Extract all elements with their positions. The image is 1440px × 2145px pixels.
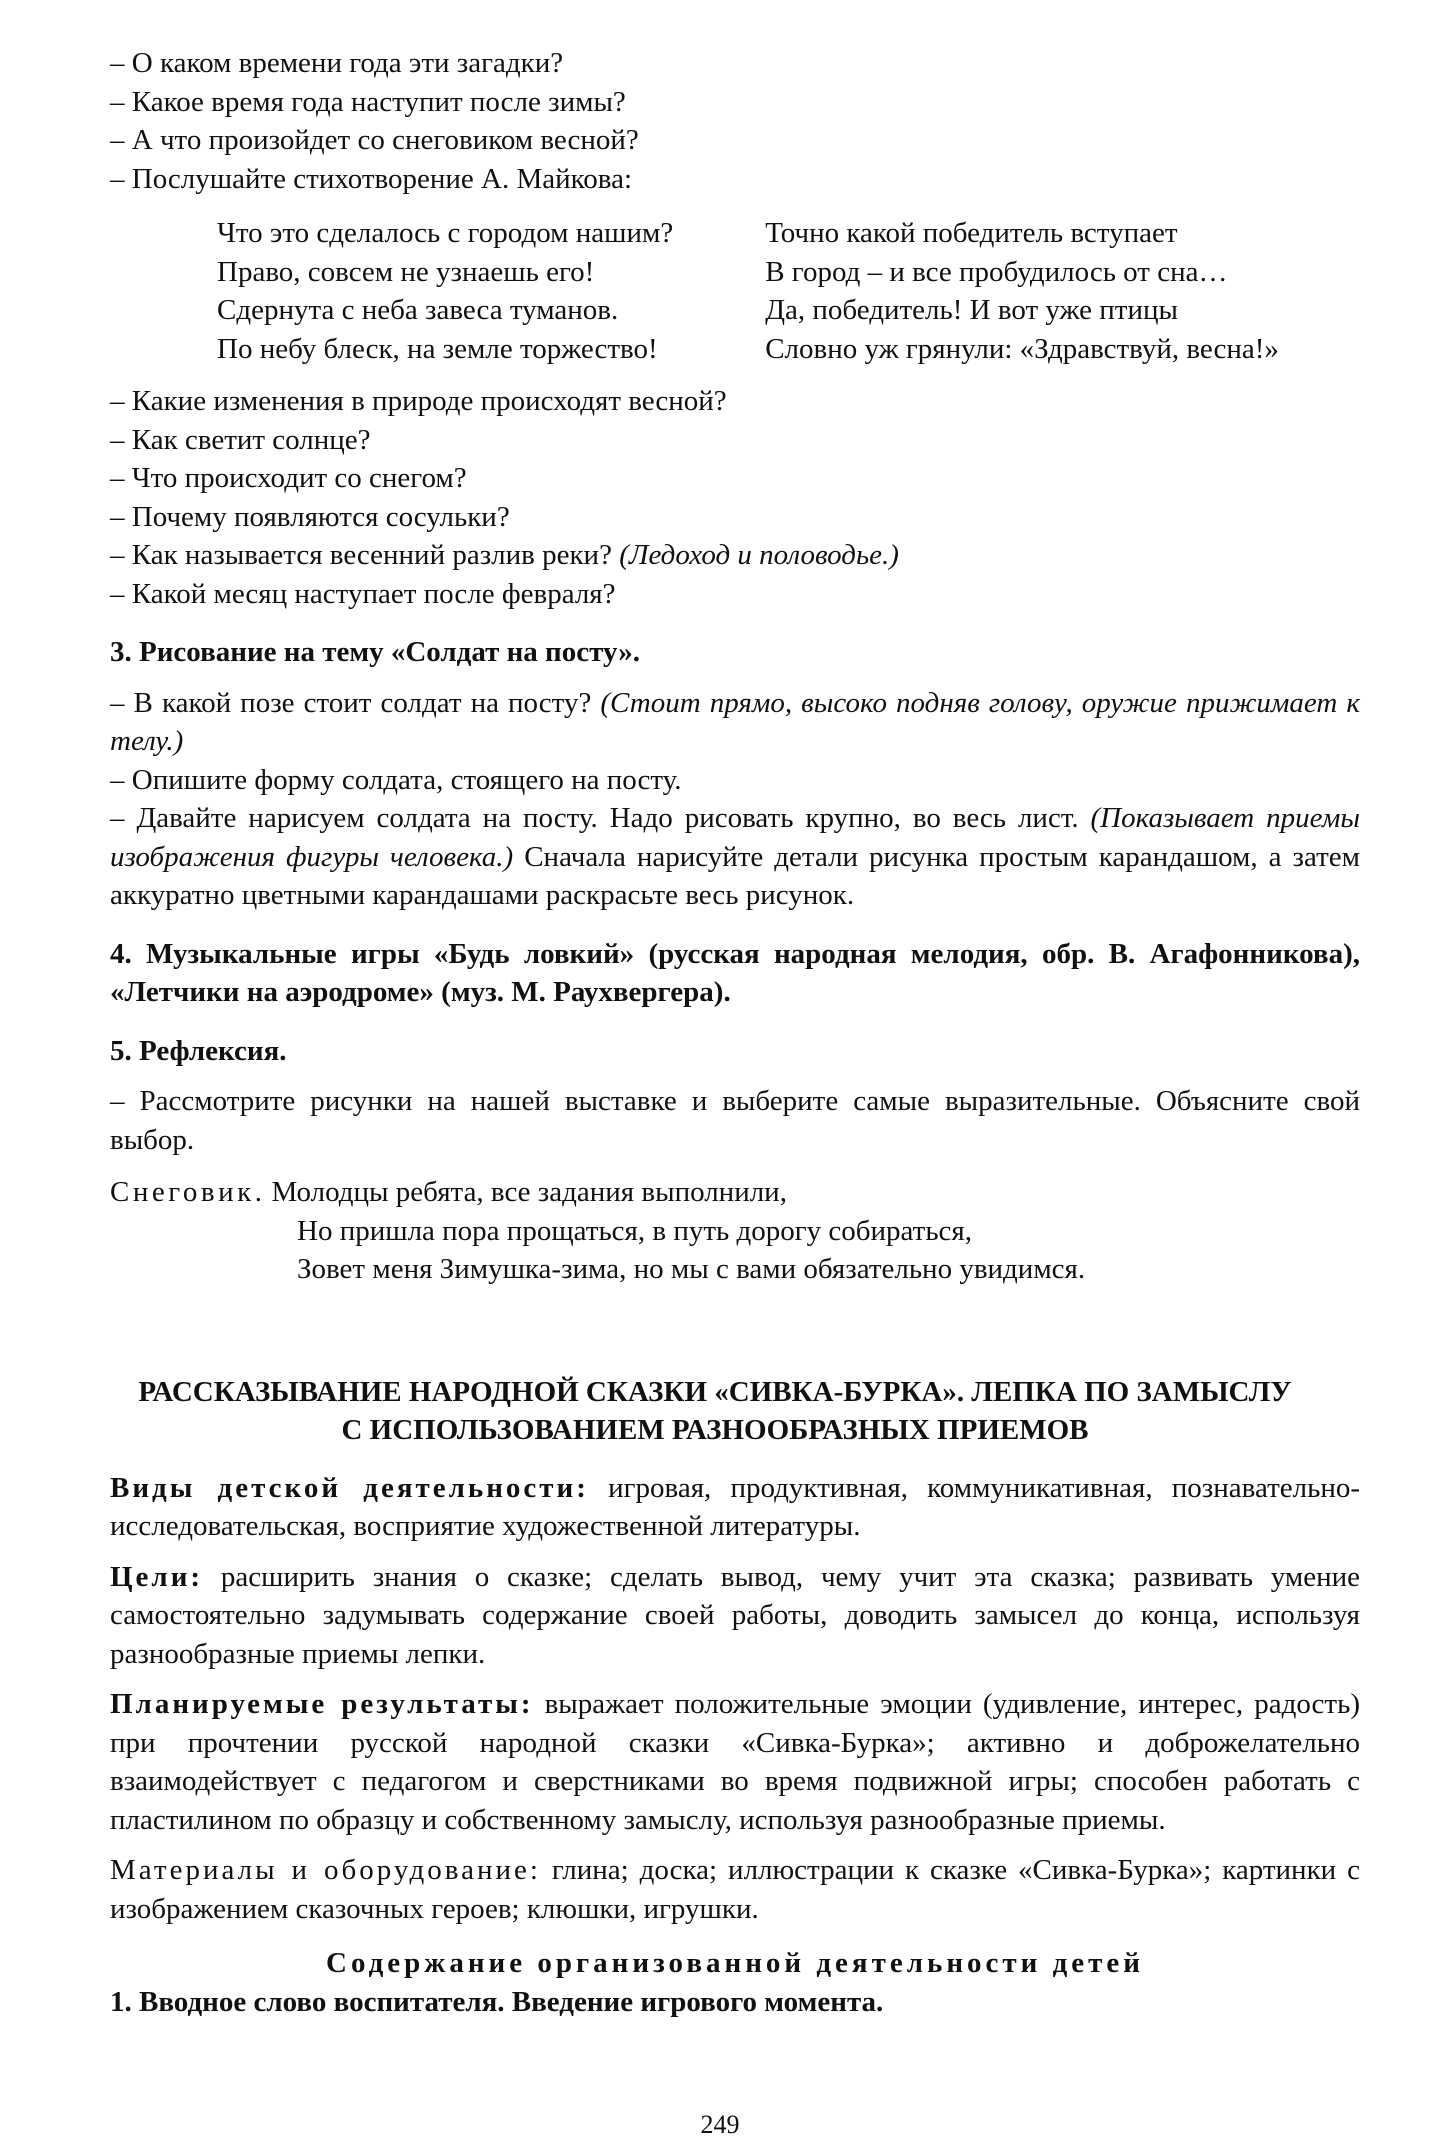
materials-paragraph [110,1851,1360,1928]
poem-line: Да, победитель! И вот уже птицы [765,294,1178,326]
paragraph-label: Планируемые результаты: [110,1688,534,1720]
question-line: – Что происходит со снегом? [110,462,467,494]
section-3-paragraph [110,799,1360,915]
poem-line: Точно какой победитель вступает [765,217,1178,249]
poem-stanza-right [765,214,1360,368]
section-3-paragraph [110,684,1360,761]
speaker-name: Снеговик. [110,1176,266,1208]
paragraph-text: глина; доска; иллюстрации к сказке «Сивка-Бурка»; картинки с изображением сказочных героев; клюшки, игрушки. [110,1854,1360,1925]
question-text: – В какой позе стоит солдат на посту? [110,686,601,719]
poem-line: По небу блеск, на земле торжество! [217,332,658,365]
poem-stanza-left [217,214,765,368]
paragraph-label: Материалы и оборудование: [110,1854,541,1886]
page-number: 249 [700,2110,740,2139]
section-5-title: 5. Рефлексия. [110,1034,287,1067]
section-4-title: 4. Музыкальные игры «Будь ловкий» (русская народная мелодия, обр. В. Агафонникова), «Летчики на аэродроме» (муз. М. Раухвергера). [110,937,1360,1008]
poem-line: В город – и все пробудилось от сна… [765,255,1228,288]
content-title: Содержание организованной деятельности детей [326,1947,1144,1979]
poem-line: Что это сделалось с городом нашим? [217,217,674,249]
paragraph-remark: (Показывает приемы изображения фигуры человека.) [110,802,1360,873]
page-body [110,44,1360,2021]
paragraph-label: Цели: [110,1560,204,1593]
question-line: – Послушайте стихотворение А. Майкова: [110,162,633,195]
speech-line: Зовет меня Зимушка-зима, но мы с вами обязательно увидимся. [297,1253,1086,1285]
snowman-speech [110,1173,1360,1212]
lesson-heading-line: РАССКАЗЫВАНИЕ НАРОДНОЙ СКАЗКИ «СИВКА-БУРКА». ЛЕПКА ПО ЗАМЫСЛУ [138,1375,1292,1408]
activities-paragraph [110,1469,1360,1546]
spring-questions [110,382,1360,613]
question-line [110,536,1360,575]
intro-questions [110,44,1360,198]
question-line: – Какое время года наступит после зимы? [110,85,626,118]
speech-line: Но пришла пора прощаться, в путь дорогу собираться, [297,1214,973,1247]
maikov-poem [217,214,1360,368]
paragraph-text: выражает положительные эмоции (удивление, интерес, радость) при прочтении русской народной сказки «Сивка-Бурка»; активно и доброжелательно взаимодействует с педагогом и сверстниками во время подвижной игры; способен работать с пластилином по образцу и собственному замыслу, используя разнообразные приемы. [110,1688,1360,1836]
paragraph-label: Виды детской деятельности: [110,1471,589,1504]
goals-paragraph [110,1558,1360,1674]
paragraph-text: игровая, продуктивная, коммуникативная, познавательно-исследовательская, восприятие художественной литературы. [110,1471,1360,1542]
question-line: – Какие изменения в природе происходят весной? [110,385,727,417]
section-5-paragraph: – Рассмотрите рисунки на нашей выставке и выберите самые выразительные. Объясните свой выбор. [110,1085,1360,1156]
paragraph-text: – Давайте нарисуем солдата на посту. Надо рисовать крупно, во весь лист. [110,802,1091,834]
question-line: – О каком времени года эти загадки? [110,47,564,79]
section-3-title: 3. Рисование на тему «Солдат на посту». [110,636,640,668]
question-answer: (Стоит прямо, высоко подняв голову, оружие прижимает к телу.) [110,686,1360,757]
lesson-heading [90,1373,1340,1449]
question-line: – Почему появляются сосульки? [110,500,510,533]
step-1-title: 1. Вводное слово воспитателя. Введение игрового момента. [110,1985,884,2018]
paragraph-text: расширить знания о сказке; сделать вывод, чему учит эта сказка; развивать умение самостоятельно задумывать содержание своей работы, доводить замысел до конца, используя разнообразные приемы лепки. [110,1560,1360,1670]
question-line: – Как светит солнце? [110,423,371,456]
section-3-paragraph: – Опишите форму солдата, стоящего на посту. [110,763,682,796]
paragraph-text: Сначала нарисуйте детали рисунка простым карандашом, а затем аккуратно цветными карандашами раскрасьте весь рисунок. [110,840,1360,911]
speech-lines [271,1173,787,1212]
question-text: – Как называется весенний разлив реки? [110,539,620,571]
poem-line: Словно уж грянули: «Здравствуй, весна!» [765,332,1279,365]
poem-line: Право, совсем не узнаешь его! [217,255,595,288]
results-paragraph [110,1685,1360,1839]
lesson-heading-line: С ИСПОЛЬЗОВАНИЕМ РАЗНООБРАЗНЫХ ПРИЕМОВ [341,1413,1089,1446]
question-answer: (Ледоход и половодье.) [619,539,899,571]
speech-line: Молодцы ребята, все задания выполнили, [271,1176,787,1208]
poem-line: Сдернута с неба завеса туманов. [217,294,619,326]
question-line: – Какой месяц наступает после февраля? [110,577,616,610]
question-line: – А что произойдет со снеговиком весной? [110,124,639,156]
